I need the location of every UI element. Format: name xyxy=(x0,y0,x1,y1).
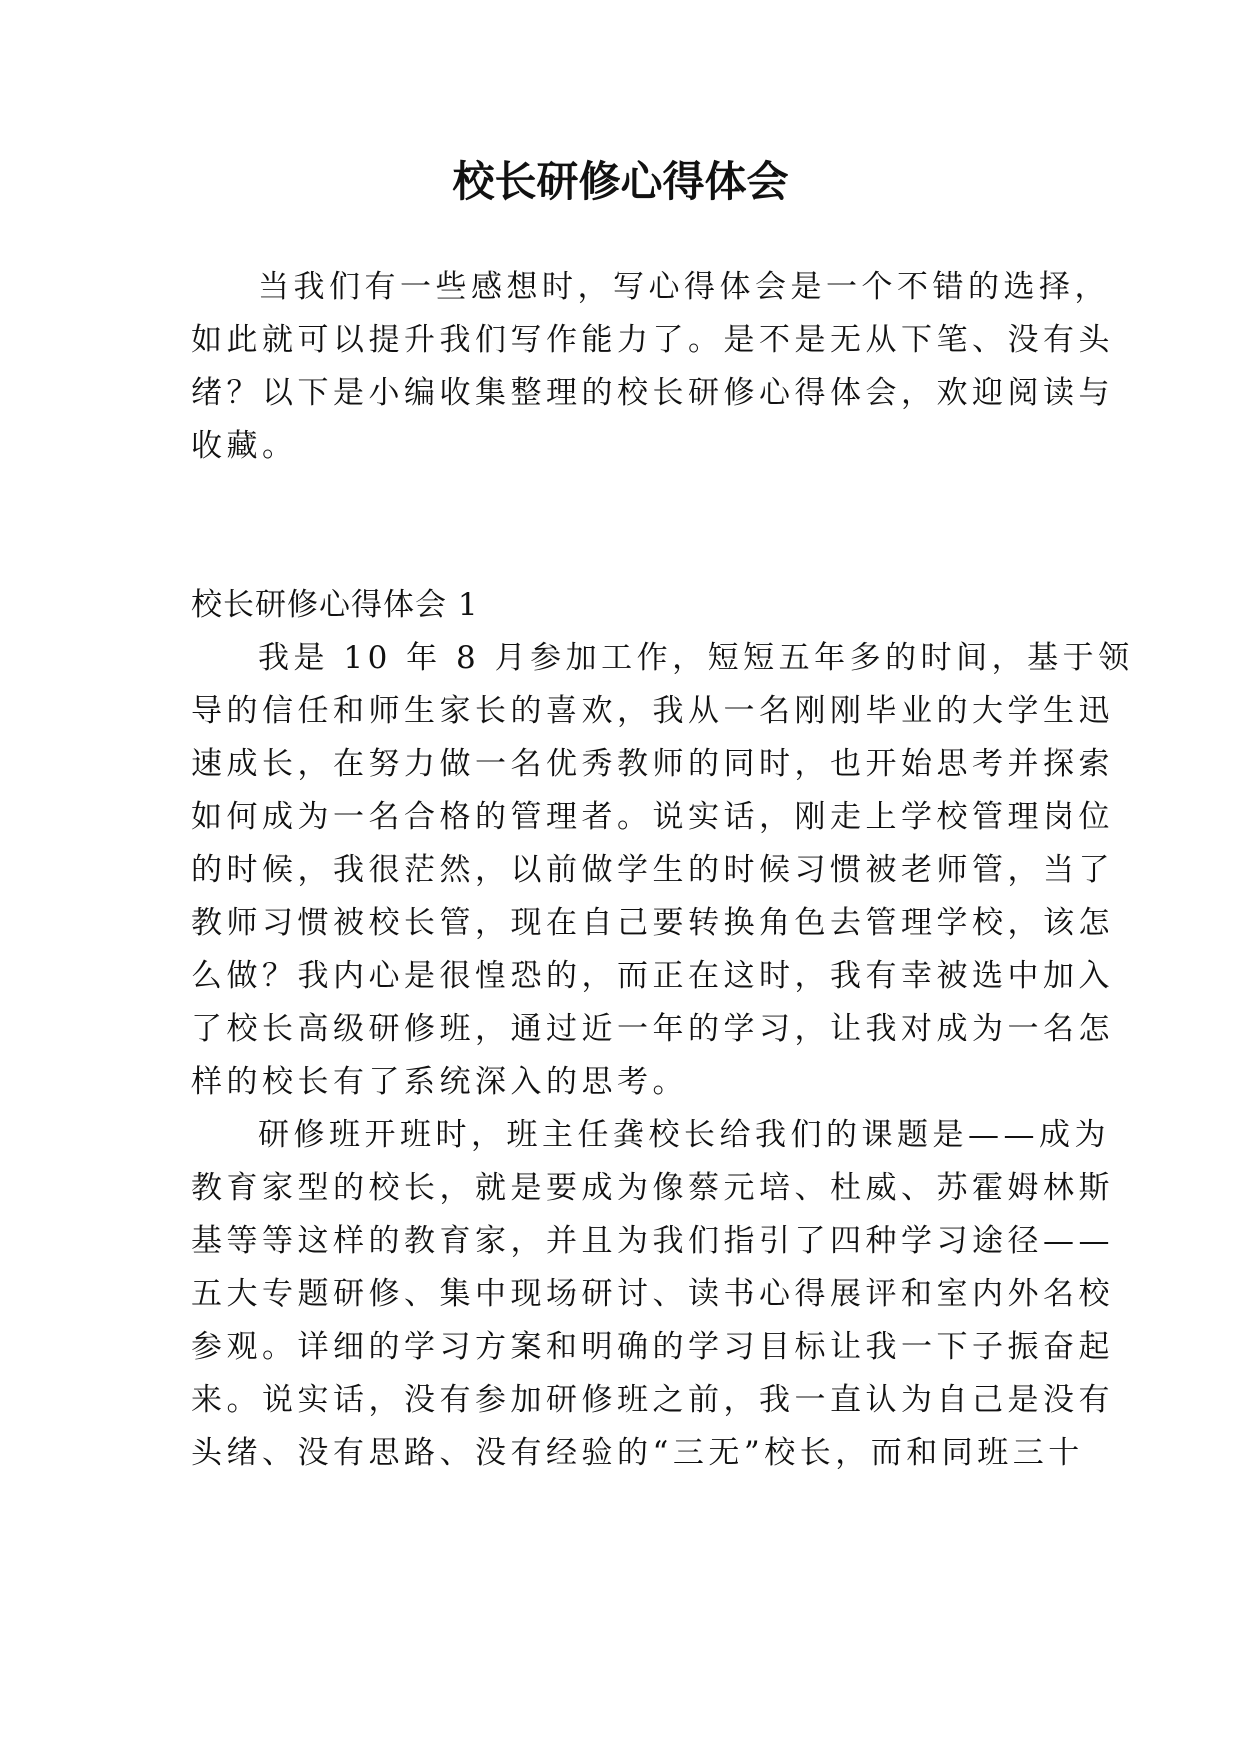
para1-line-9: 样的校长有了系统深入的思考。 xyxy=(191,1064,688,1100)
para2-line-2: 教育家型的校长，就是要成为像蔡元培、杜威、苏霍姆林斯 xyxy=(191,1170,1114,1206)
intro-line-1: 当我们有一些感想时，写心得体会是一个不错的选择， xyxy=(258,269,1110,305)
intro-line-2: 如此就可以提升我们写作能力了。是不是无从下笔、没有头 xyxy=(191,322,1114,358)
para2-line-1: 研修班开班时，班主任龚校长给我们的课题是——成为 xyxy=(258,1117,1110,1153)
para1-line-4: 如何成为一名合格的管理者。说实话，刚走上学校管理岗位 xyxy=(191,799,1114,835)
section-heading: 校长研修心得体会 1 xyxy=(191,587,479,623)
para1-line-1: 我是 10 年 8 月参加工作，短短五年多的时间，基于领 xyxy=(258,640,1134,676)
para1-line-6: 教师习惯被校长管，现在自己要转换角色去管理学校，该怎 xyxy=(191,905,1114,941)
para1-line-3: 速成长，在努力做一名优秀教师的同时，也开始思考并探索 xyxy=(191,746,1114,782)
para1-line-5: 的时候，我很茫然，以前做学生的时候习惯被老师管，当了 xyxy=(191,852,1114,888)
para1-line-7: 么做？我内心是很惶恐的，而正在这时，我有幸被选中加入 xyxy=(191,958,1114,994)
para2-line-6: 来。说实话，没有参加研修班之前，我一直认为自己是没有 xyxy=(191,1382,1114,1418)
para2-line-7: 头绪、没有思路、没有经验的“三无”校长，而和同班三十 xyxy=(191,1435,1084,1471)
para1-line-2: 导的信任和师生家长的喜欢，我从一名刚刚毕业的大学生迅 xyxy=(191,693,1114,729)
para2-line-4: 五大专题研修、集中现场研讨、读书心得展评和室内外名校 xyxy=(191,1276,1114,1312)
document-title: 校长研修心得体会 xyxy=(452,157,789,206)
para2-line-3: 基等等这样的教育家，并且为我们指引了四种学习途径—— xyxy=(191,1223,1114,1259)
para1-line-8: 了校长高级研修班，通过近一年的学习，让我对成为一名怎 xyxy=(191,1011,1114,1047)
para2-line-5: 参观。详细的学习方案和明确的学习目标让我一下子振奋起 xyxy=(191,1329,1114,1365)
intro-line-4: 收藏。 xyxy=(191,428,298,464)
intro-line-3: 绪？以下是小编收集整理的校长研修心得体会，欢迎阅读与 xyxy=(191,375,1114,411)
